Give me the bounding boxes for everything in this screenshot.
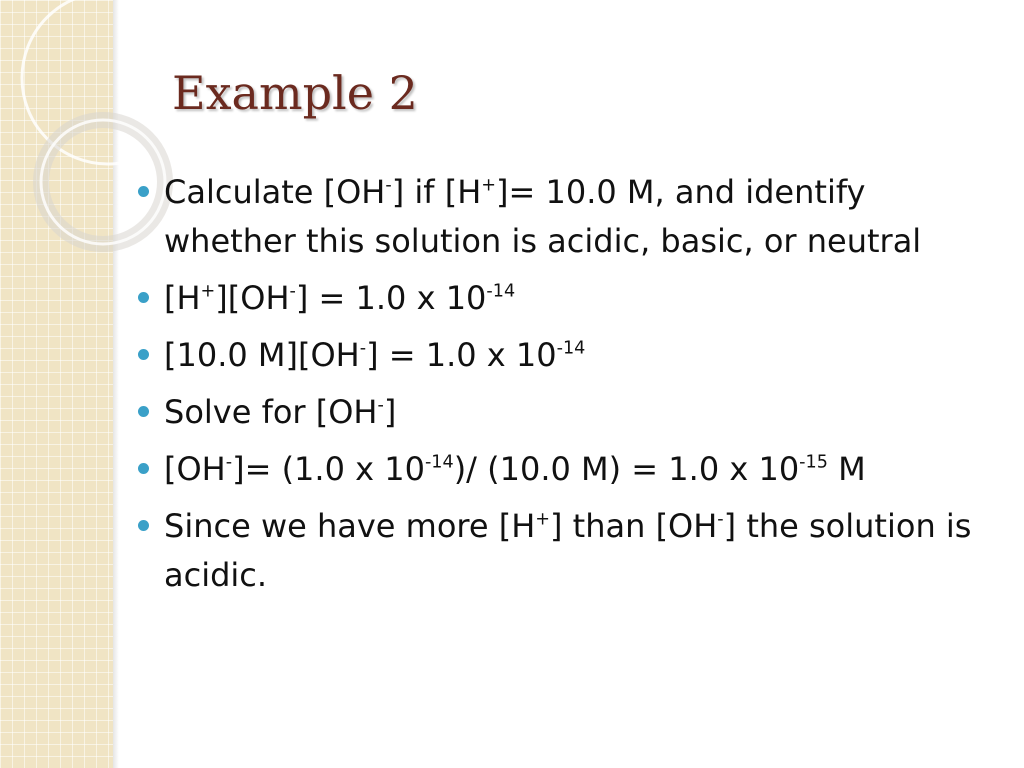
- bullet-item: [134, 168, 1004, 266]
- superscript: -: [225, 452, 233, 473]
- bullet-item: [134, 502, 1004, 600]
- superscript: -: [377, 395, 384, 416]
- ring-decoration-icon: [0, 0, 150, 260]
- bullet-dot-icon: [138, 349, 149, 360]
- slide-title: Example 2: [172, 66, 418, 120]
- superscript: -: [717, 509, 724, 530]
- text-run: [10.0 M][OH: [164, 336, 360, 374]
- superscript: -: [289, 281, 296, 302]
- superscript: -14: [424, 452, 454, 473]
- bullet-item: [134, 445, 1004, 494]
- text-run: ] if [H: [391, 173, 482, 211]
- superscript: -14: [486, 281, 516, 302]
- bullet-text: [164, 279, 515, 317]
- superscript: -14: [556, 338, 586, 359]
- text-run: Since we have more [H: [164, 507, 536, 545]
- superscript: +: [481, 175, 496, 196]
- text-run: [OH: [164, 450, 226, 488]
- text-run: ] than [OH: [550, 507, 718, 545]
- text-run: ]: [383, 393, 397, 431]
- text-run: Solve for [OH: [164, 393, 378, 431]
- bullet-text: [164, 336, 585, 374]
- text-run: ]= 10.0 M, and identify whether this solution is acidic, basic, or neutral: [164, 173, 922, 260]
- bullet-dot-icon: [138, 292, 149, 303]
- bullet-item: [134, 388, 1004, 437]
- text-run: ][OH: [215, 279, 290, 317]
- text-run: ] the solution is acidic.: [164, 507, 972, 594]
- superscript: +: [535, 509, 551, 530]
- text-run: [H: [164, 279, 201, 317]
- bullet-text: [164, 173, 921, 260]
- bullet-dot-icon: [138, 186, 149, 197]
- superscript: -15: [799, 452, 828, 473]
- bullet-text: [164, 507, 971, 594]
- superscript: -: [385, 175, 392, 196]
- text-run: ] = 1.0 x 10: [295, 279, 487, 317]
- text-run: Calculate [OH: [164, 173, 386, 211]
- text-run: ]= (1.0 x 10: [232, 450, 425, 488]
- bullet-text: [164, 450, 866, 488]
- text-run: ] = 1.0 x 10: [366, 336, 557, 374]
- bullet-item: [134, 331, 1004, 380]
- bullet-dot-icon: [138, 406, 149, 417]
- bullet-dot-icon: [138, 520, 149, 531]
- bullet-dot-icon: [138, 463, 149, 474]
- text-run: M: [827, 450, 866, 488]
- text-run: )/ (10.0 M) = 1.0 x 10: [453, 450, 800, 488]
- bullet-item: [134, 274, 1004, 323]
- superscript: -: [359, 338, 367, 359]
- superscript: +: [200, 281, 216, 302]
- bullet-list: [134, 168, 1004, 608]
- bullet-text: [164, 393, 396, 431]
